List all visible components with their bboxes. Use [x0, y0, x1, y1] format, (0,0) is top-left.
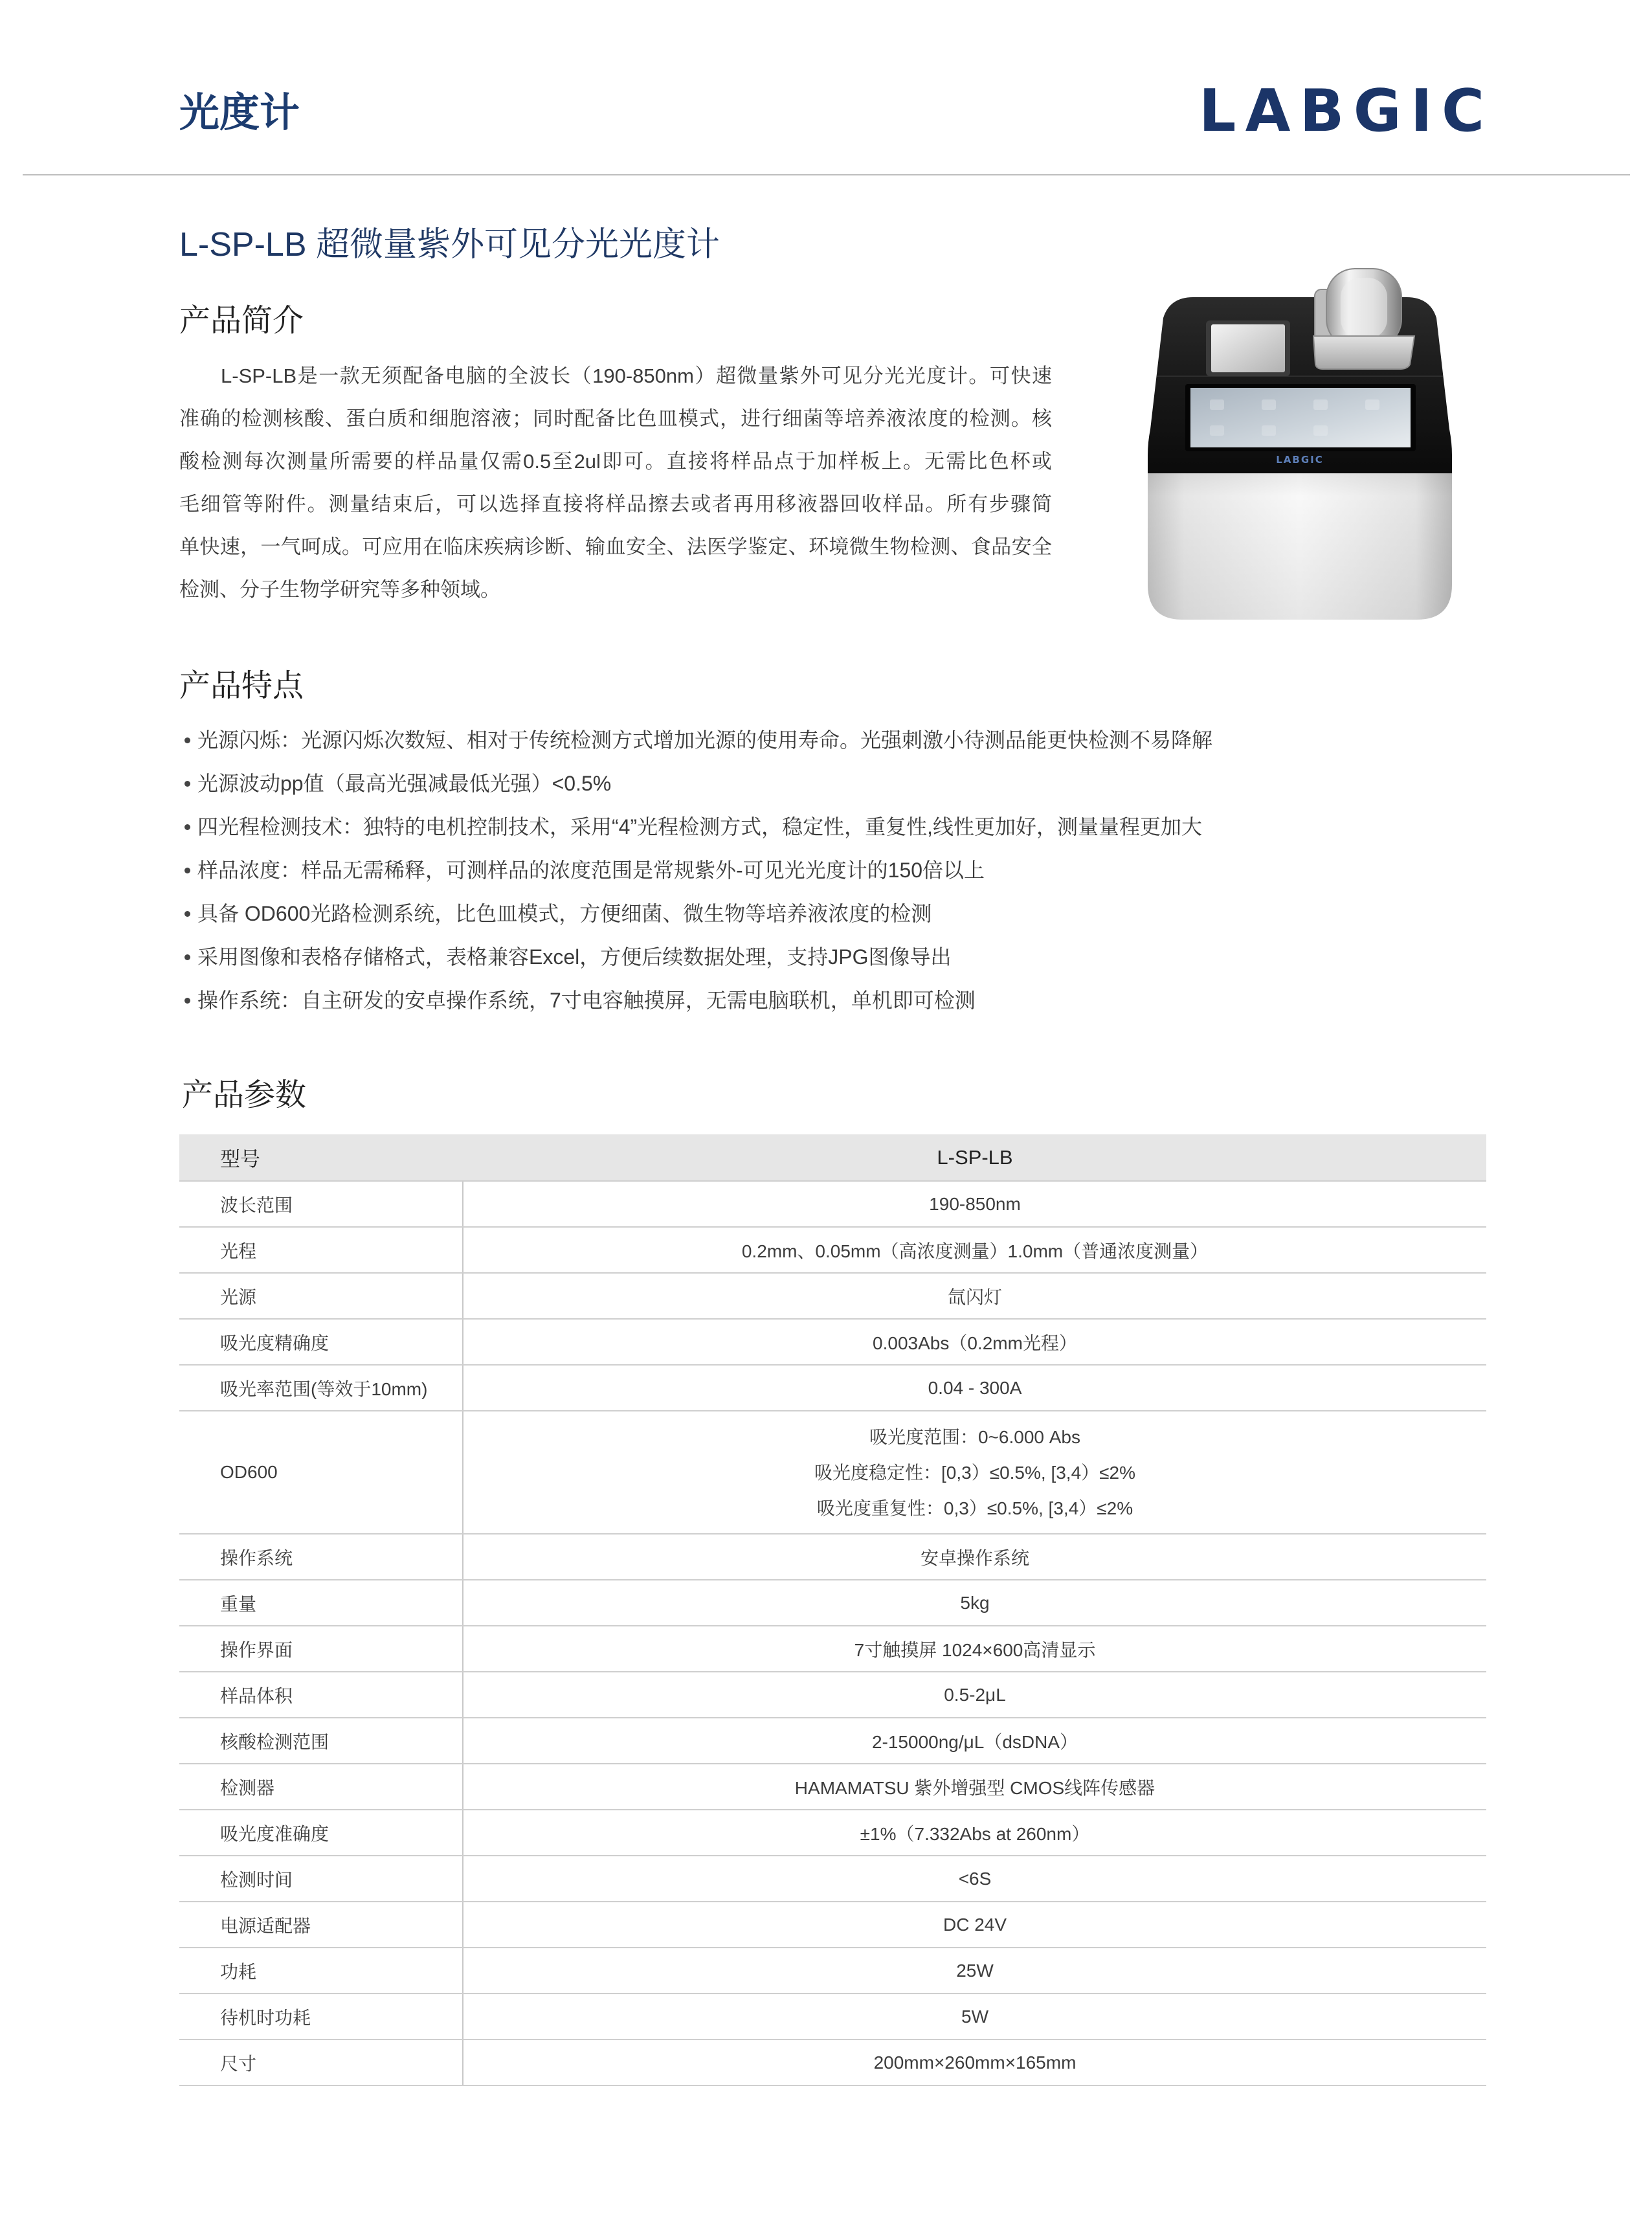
spec-label: 样品体积	[179, 1672, 463, 1717]
spec-row	[179, 1764, 1486, 1810]
spec-label: 操作界面	[179, 1626, 463, 1671]
spec-value: 0.003Abs（0.2mm光程）	[873, 1332, 1077, 1353]
spec-row	[179, 1274, 1486, 1320]
spec-value: 5W	[961, 2006, 988, 2027]
feature-text: 四光程检测技术：独特的电机控制技术，采用“4”光程检测方式，稳定性，重复性,线性更加好，测量量程更加大	[197, 815, 1203, 838]
bullet-dot	[184, 911, 190, 917]
spec-header-value: L-SP-LB	[937, 1145, 1013, 1169]
intro-line: 准确的检测核酸、蛋白质和细胞溶液；同时配备比色皿模式，进行细菌等培养液浓度的检测。核	[179, 407, 1052, 430]
spec-label: 波长范围	[179, 1182, 463, 1226]
spec-value: 5kg	[960, 1592, 990, 1613]
spec-value: DC 24V	[943, 1914, 1007, 1935]
intro-line: 单快速，一气呵成。可应用在临床疾病诊断、输血安全、法医学鉴定、环境微生物检测、食品安全	[179, 535, 1052, 558]
intro-line: 酸检测每次测量所需要的样品量仅需0.5至2ul即可。直接将样品点于加样板上。无需比色杯或	[179, 450, 1052, 473]
spec-label: 吸光度精确度	[179, 1320, 463, 1364]
category-title: 光度计	[179, 91, 300, 135]
spec-value: 氙闪灯	[947, 1287, 1002, 1307]
spec-row-od600	[179, 1411, 1486, 1535]
section-heading-features: 产品特点	[179, 669, 304, 703]
spec-value: 200mm×260mm×165mm	[873, 2052, 1077, 2073]
feature-item	[183, 762, 1212, 805]
spec-row	[179, 1535, 1486, 1580]
spec-label: OD600	[179, 1411, 463, 1533]
spec-label: 光程	[179, 1228, 463, 1272]
feature-item	[183, 849, 1212, 892]
spec-label: 功耗	[179, 1948, 463, 1993]
spec-row	[179, 1672, 1486, 1718]
intro-line: L-SP-LB是一款无须配备电脑的全波长（190-850nm）超微量紫外可见分光光度计。可快速	[221, 365, 1052, 387]
spec-value: 190-850nm	[929, 1193, 1021, 1214]
feature-text: 具备 OD600光路检测系统，比色皿模式，方便细菌、微生物等培养液浓度的检测	[197, 902, 932, 925]
spec-value: 0.04 - 300A	[928, 1377, 1022, 1398]
spec-row	[179, 1366, 1486, 1411]
spec-label: 电源适配器	[179, 1902, 463, 1947]
spec-row	[179, 2040, 1486, 2086]
intro-line: 毛细管等附件。测量结束后，可以选择直接将样品擦去或者再用移液器回收样品。所有步骤简	[179, 493, 1052, 515]
spec-row	[179, 1856, 1486, 1902]
brand-logo	[1199, 85, 1490, 137]
spec-value: 安卓操作系统	[920, 1547, 1029, 1568]
feature-item	[183, 979, 1212, 1022]
spec-label: 检测时间	[179, 1856, 463, 1901]
device-lid-arm	[1313, 269, 1414, 369]
spec-label: 操作系统	[179, 1535, 463, 1579]
spec-value: 2-15000ng/μL（dsDNA）	[871, 1731, 1078, 1752]
device-body	[1148, 455, 1452, 620]
spec-row	[179, 1580, 1486, 1626]
spec-table-header	[179, 1134, 1486, 1182]
product-title: L-SP-LB 超微量紫外可见分光光度计	[179, 226, 720, 264]
spec-row	[179, 1810, 1486, 1856]
bullet-dot	[184, 737, 190, 743]
spec-row	[179, 1320, 1486, 1366]
bullet-dot	[184, 954, 190, 960]
spec-value: 25W	[956, 1960, 994, 1981]
spec-label: 核酸检测范围	[179, 1718, 463, 1763]
section-heading-intro: 产品简介	[179, 304, 304, 338]
spec-row	[179, 1228, 1486, 1274]
spec-value: 0.2mm、0.05mm（高浓度测量）1.0mm（普通浓度测量）	[741, 1241, 1209, 1261]
product-photo	[1148, 267, 1452, 620]
spec-label: 光源	[179, 1274, 463, 1318]
bullet-dot	[184, 781, 190, 787]
spec-value-line: 吸光度重复性：0,3）≤0.5%, [3,4）≤2%	[816, 1498, 1133, 1518]
feature-text: 光源波动pp值（最高光强减最低光强）<0.5%	[197, 772, 612, 795]
feature-text: 样品浓度：样品无需稀释，可测样品的浓度范围是常规紫外-可见光光度计的150倍以上	[197, 859, 985, 882]
spec-label: 吸光率范围(等效于10mm)	[179, 1366, 463, 1410]
spec-value-line: 吸光度稳定性：[0,3）≤0.5%, [3,4）≤2%	[814, 1462, 1135, 1483]
sample-plate	[1206, 320, 1290, 376]
device-screen	[1185, 384, 1416, 451]
bullet-dot	[184, 868, 190, 873]
bullet-dot	[184, 998, 190, 1004]
spec-row	[179, 1182, 1486, 1228]
spec-row	[179, 1718, 1486, 1764]
spec-label: 检测器	[179, 1764, 463, 1809]
spec-value: HAMAMATSU 紫外增强型 CMOS线阵传感器	[794, 1777, 1155, 1798]
spec-header-label: 型号	[220, 1148, 260, 1171]
device-logo-text: LABGIC	[1276, 454, 1324, 466]
spec-label: 重量	[179, 1580, 463, 1625]
feature-item	[183, 719, 1212, 762]
brand-logo-text: LABGIC	[1199, 85, 1484, 137]
spec-value-multiline	[463, 1411, 1486, 1533]
spec-value: <6S	[958, 1868, 992, 1889]
spec-label: 吸光度准确度	[179, 1810, 463, 1855]
intro-line: 检测、分子生物学研究等多种领域。	[179, 578, 500, 601]
spec-value: 7寸触摸屏 1024×600高清显示	[854, 1639, 1096, 1660]
spec-row	[179, 1626, 1486, 1672]
spec-row	[179, 1948, 1486, 1994]
feature-item	[183, 936, 1212, 979]
feature-list	[183, 719, 1212, 1022]
intro-paragraph	[179, 355, 1052, 611]
spec-label: 待机时功耗	[179, 1994, 463, 2039]
bullet-dot	[184, 824, 190, 830]
feature-text: 采用图像和表格存储格式，表格兼容Excel，方便后续数据处理，支持JPG图像导出	[197, 945, 952, 969]
spec-table	[179, 1134, 1486, 2086]
header-divider	[23, 174, 1630, 175]
feature-item	[183, 892, 1212, 936]
spec-value-line: 吸光度范围：0~6.000 Abs	[869, 1426, 1081, 1447]
spec-label: 尺寸	[179, 2040, 463, 2085]
section-heading-params: 产品参数	[182, 1078, 307, 1112]
feature-item	[183, 805, 1212, 849]
spec-value: ±1%（7.332Abs at 260nm）	[860, 1823, 1090, 1844]
spec-value: 0.5-2μL	[944, 1684, 1006, 1705]
feature-text: 光源闪烁：光源闪烁次数短、相对于传统检测方式增加光源的使用寿命。光强刺激小待测品能更快检测不易降解	[197, 728, 1213, 752]
spec-row	[179, 1902, 1486, 1948]
spec-row	[179, 1994, 1486, 2040]
feature-text: 操作系统：自主研发的安卓操作系统，7寸电容触摸屏，无需电脑联机，单机即可检测	[197, 989, 976, 1012]
